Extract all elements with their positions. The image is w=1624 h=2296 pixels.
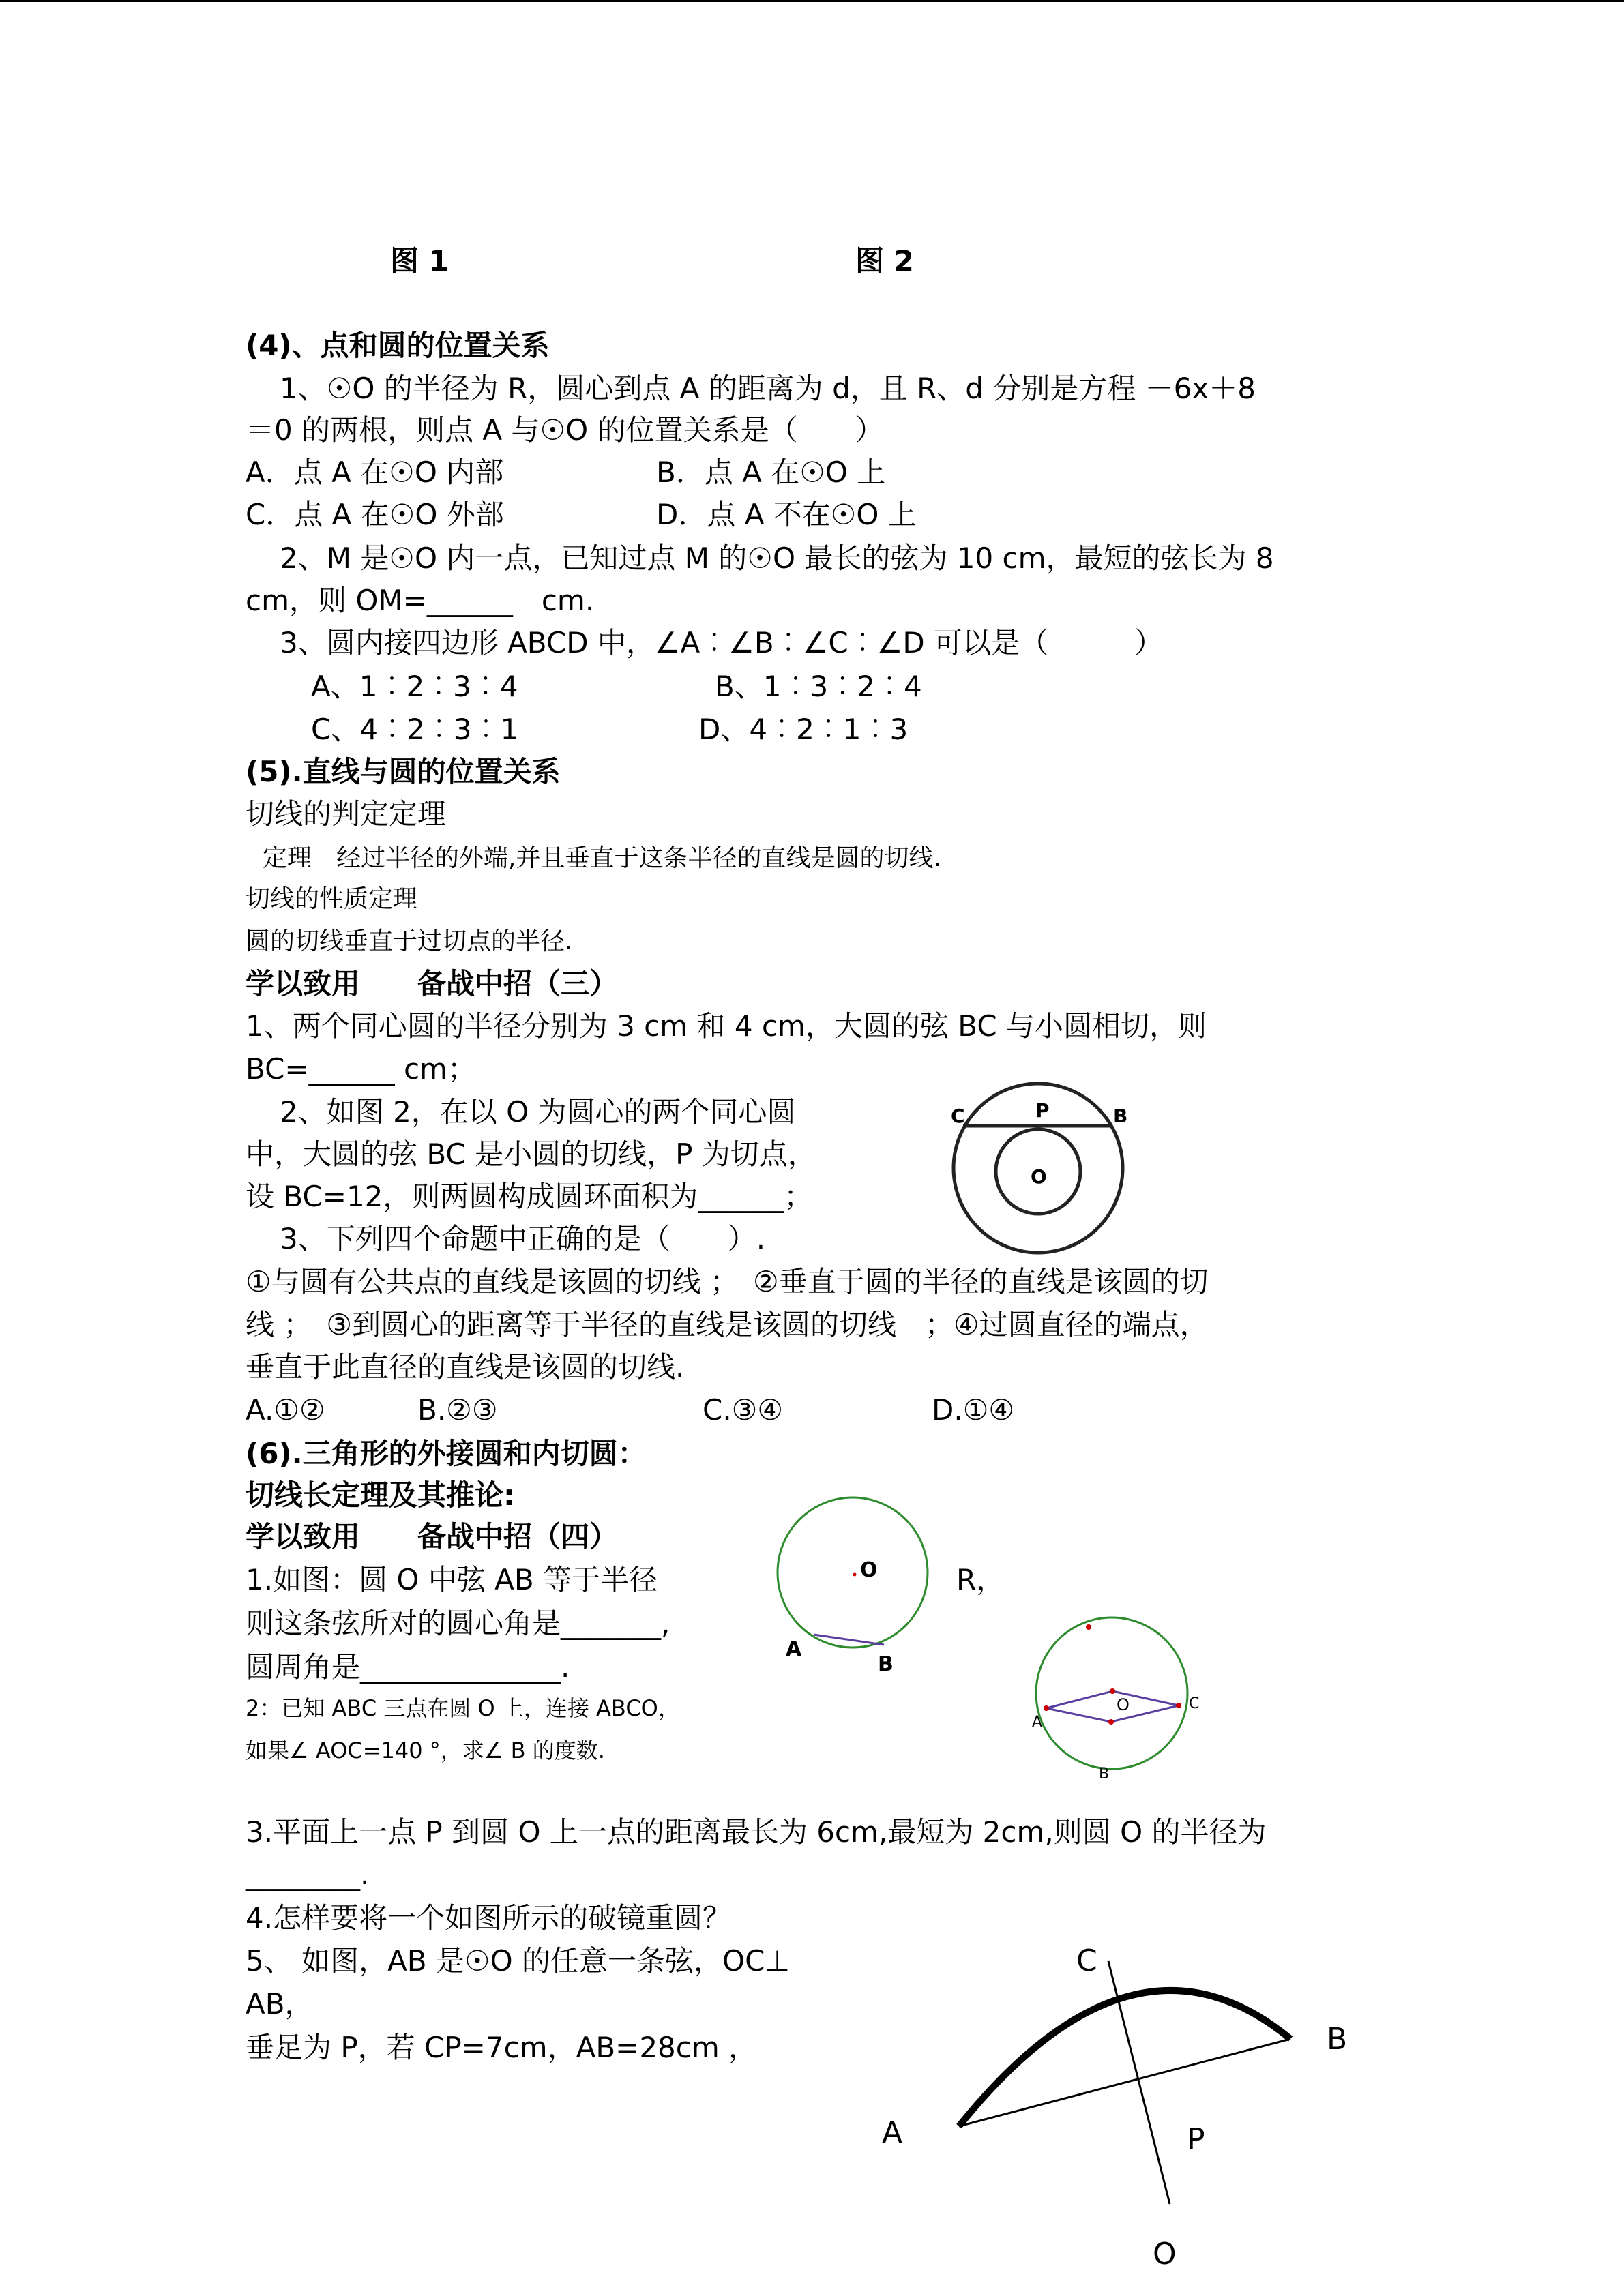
chord-radius-figure bbox=[771, 1493, 948, 1678]
tangent-judge-text: 定理 经过半径的外端,并且垂直于这条半径的直线是圆的切线. bbox=[263, 844, 941, 872]
figure-1-label: 图 1 bbox=[390, 244, 449, 278]
sec5-q3-option-b: B.②③ bbox=[417, 1393, 498, 1427]
dot-b bbox=[1108, 1719, 1114, 1725]
label-p: P bbox=[1035, 1099, 1050, 1122]
sec4-q2-line2: cm，则 OM=______ cm. bbox=[246, 584, 595, 617]
chord-ab bbox=[814, 1635, 884, 1645]
sec6-q2-line1: 2：已知 ABC 三点在圆 O 上，连接 ABCO， bbox=[246, 1695, 680, 1721]
sec4-q1-option-c: C．点 A 在☉O 外部 bbox=[246, 498, 504, 531]
sec5-q3-option-c: C.③④ bbox=[703, 1393, 783, 1427]
figure-2-label: 图 2 bbox=[855, 244, 914, 278]
sec4-q1-option-b: B．点 A 在☉O 上 bbox=[656, 456, 886, 489]
sec5-q3-line3: 线 ； ③到圆心的距离等于半径的直线是该圆的切线 ；④过圆直径的端点， bbox=[246, 1308, 1209, 1341]
label-o: O bbox=[1117, 1695, 1130, 1714]
dot-a bbox=[1044, 1705, 1049, 1711]
sec5-q3-option-a: A.①② bbox=[246, 1393, 325, 1427]
sec4-q3-option-d: D、4︰2︰1︰3 bbox=[698, 713, 909, 746]
tangent-property-text: 圆的切线垂直于过切点的半径. bbox=[246, 927, 573, 955]
dot-c bbox=[1176, 1703, 1181, 1708]
dot-top bbox=[1086, 1624, 1091, 1630]
sec6-q3-line1: 3.平面上一点 P 到圆 O 上一点的距离最长为 6cm,最短为 2cm,则圆 O 的半径为 bbox=[246, 1815, 1267, 1849]
tangent-property-title: 切线的性质定理 bbox=[246, 885, 418, 913]
sec4-q1-option-d: D．点 A 不在☉O 上 bbox=[656, 498, 917, 531]
label-p: P bbox=[1187, 2122, 1205, 2157]
segment-oc bbox=[1108, 1961, 1170, 2204]
top-border bbox=[0, 0, 1624, 2]
dot-o bbox=[1110, 1688, 1115, 1694]
inscribed-abco-figure bbox=[1023, 1616, 1214, 1787]
sec6-q2-line2: 如果∠ AOC=140 °，求∠ B 的度数. bbox=[246, 1738, 605, 1763]
quadrilateral-abco bbox=[1046, 1691, 1179, 1722]
label-a: A bbox=[882, 2115, 903, 2150]
sec5-q3-line4: 垂直于此直径的直线是该圆的切线. bbox=[246, 1350, 685, 1384]
sec5-q1-line1: 1、两个同心圆的半径分别为 3 cm 和 4 cm，大圆的弦 BC 与小圆相切，则 bbox=[246, 1009, 1207, 1043]
sec5-q1-line2: BC=______ cm； bbox=[246, 1052, 476, 1086]
chord-ab bbox=[959, 2039, 1290, 2126]
practice-3-title: 学以致用 备战中招（三） bbox=[246, 967, 619, 1000]
circle-o bbox=[778, 1497, 928, 1648]
sec4-q1-line2: ＝0 的两根，则点 A 与☉O 的位置关系是（ ） bbox=[246, 413, 884, 447]
label-b: B bbox=[1327, 2022, 1348, 2057]
arc-ab bbox=[959, 1991, 1290, 2126]
label-c: C bbox=[1076, 1943, 1097, 1978]
sec6-q1-r: R， bbox=[956, 1563, 1005, 1596]
sec6-q1-line3: 圆周角是______________. bbox=[246, 1650, 570, 1684]
label-b: B bbox=[1113, 1105, 1128, 1127]
section-5-title: (5).直线与圆的位置关系 bbox=[246, 755, 561, 788]
label-o: O bbox=[1031, 1165, 1047, 1188]
sec6-q3-line2: ________. bbox=[246, 1858, 370, 1891]
center-dot bbox=[853, 1573, 857, 1577]
tangent-judge-title: 切线的判定定理 bbox=[246, 797, 447, 831]
sec5-q3-line2: ①与圆有公共点的直线是该圆的切线 ； ②垂直于圆的半径的直线是该圆的切 bbox=[246, 1265, 1209, 1298]
sec6-q5-line1: 5、 如图，AB 是☉O 的任意一条弦，OC⊥ bbox=[246, 1944, 791, 1978]
label-o: O bbox=[860, 1558, 878, 1582]
sec5-q3-option-d: D.①④ bbox=[932, 1393, 1014, 1427]
label-b: B bbox=[878, 1652, 894, 1676]
section-4-title: (4)、点和圆的位置关系 bbox=[246, 329, 550, 362]
sec4-q3-line1: 3、圆内接四边形 ABCD 中，∠A︰∠B︰∠C︰∠D 可以是（ ） bbox=[280, 626, 1164, 659]
sec5-q2-line2: 中，大圆的弦 BC 是小圆的切线，P 为切点， bbox=[246, 1137, 816, 1171]
concentric-circles-figure bbox=[941, 1077, 1146, 1268]
sec5-q2-line1: 2、如图 2，在以 O 为圆心的两个同心圆 bbox=[280, 1095, 796, 1129]
practice-4-title: 学以致用 备战中招（四） bbox=[246, 1520, 619, 1553]
label-a: A bbox=[786, 1637, 802, 1661]
sec4-q1-option-a: A．点 A 在☉O 内部 bbox=[246, 456, 504, 489]
sec6-q5-line2: AB， bbox=[246, 1987, 314, 2021]
label-c: C bbox=[951, 1105, 965, 1127]
label-b: B bbox=[1099, 1765, 1110, 1783]
sec4-q3-option-a: A、1︰2︰3︰4 bbox=[311, 670, 518, 703]
label-c: C bbox=[1189, 1695, 1200, 1712]
sec6-q4: 4.怎样要将一个如图所示的破镜重圆？ bbox=[246, 1901, 732, 1935]
sec4-q3-option-b: B、1︰3︰2︰4 bbox=[715, 670, 922, 703]
sec4-q3-option-c: C、4︰2︰3︰1 bbox=[311, 713, 519, 746]
sec5-q3-line1: 3、下列四个命题中正确的是（ ）. bbox=[280, 1222, 766, 1255]
arc-chord-figure bbox=[866, 1937, 1385, 2284]
sec6-q1-line2: 则这条弦所对的圆心角是_______, bbox=[246, 1607, 670, 1640]
label-o: O bbox=[1153, 2237, 1177, 2271]
tangent-length-title: 切线长定理及其推论: bbox=[246, 1478, 515, 1512]
label-a: A bbox=[1032, 1714, 1043, 1731]
sec4-q2-line1: 2、M 是☉O 内一点，已知过点 M 的☉O 最长的弦为 10 cm，最短的弦长为 8 bbox=[280, 541, 1274, 575]
sec5-q2-line3: 设 BC=12，则两圆构成圆环面积为______； bbox=[246, 1180, 813, 1213]
sec6-q5-line3: 垂足为 P，若 CP=7cm，AB=28cm ， bbox=[246, 2031, 758, 2064]
sec4-q1-line1: 1、☉O 的半径为 R，圆心到点 A 的距离为 d，且 R、d 分别是方程 －6x＋8 bbox=[280, 372, 1256, 405]
sec6-q1-line1: 1.如图：圆 O 中弦 AB 等于半径 bbox=[246, 1563, 658, 1596]
section-6-title: (6).三角形的外接圆和内切圆： bbox=[246, 1437, 647, 1470]
